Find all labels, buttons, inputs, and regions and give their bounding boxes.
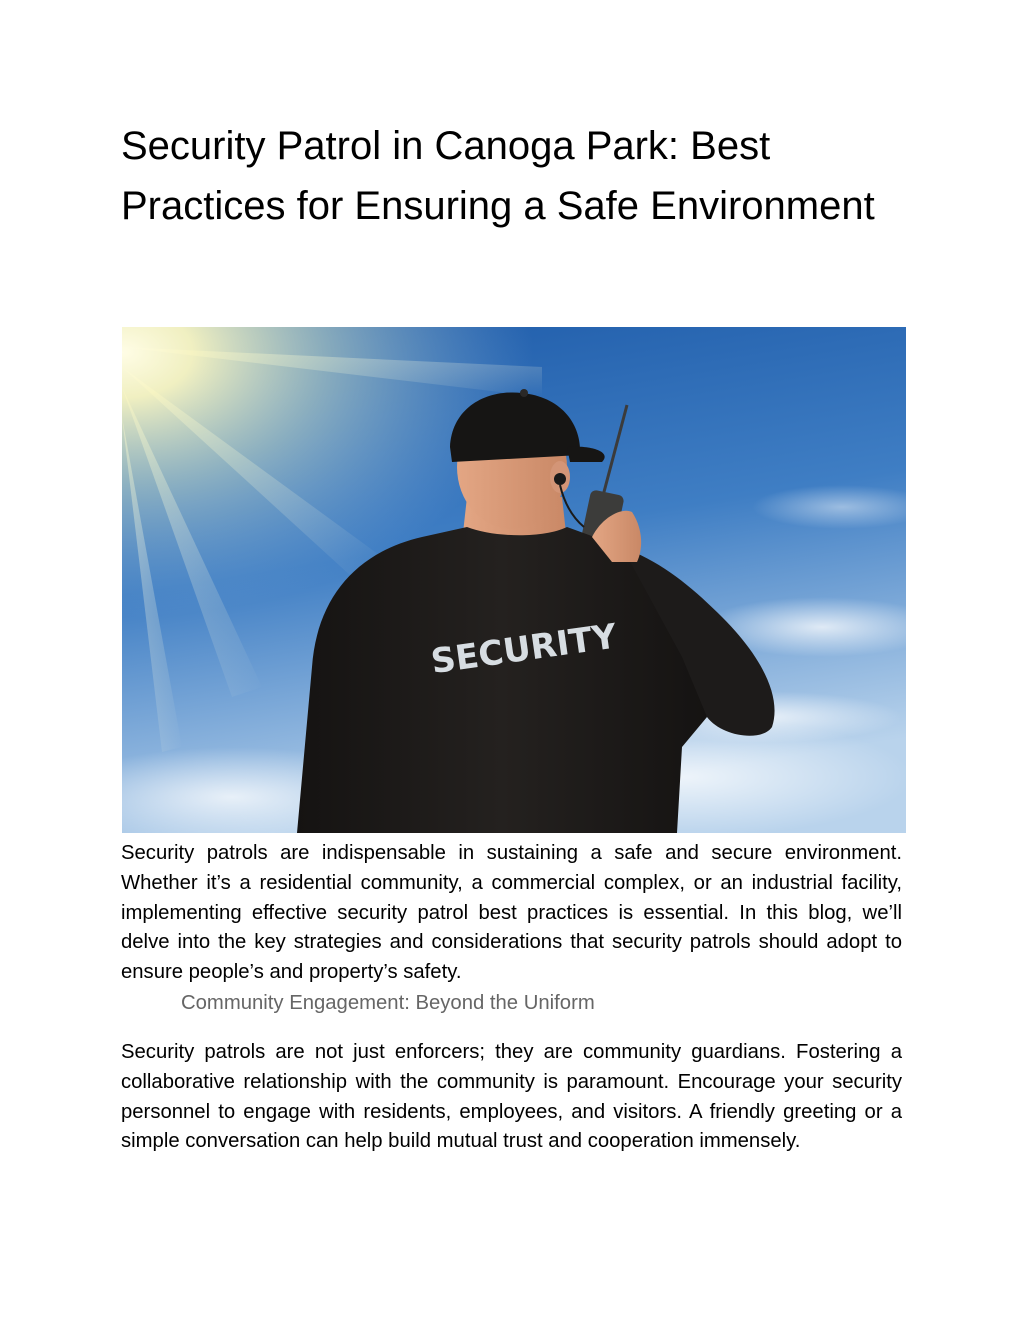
intro-paragraph: Security patrols are indispensable in sustaining a safe and secure environment. Whether it’s a residential community, a commercial complex, or an industrial facility, implementing effective security patrol best practices is essential. In this blog, we’ll delve into the key strategies and considerations that security patrols should adopt to ensure people’s and property’s safety. xyxy=(121,842,902,984)
jacket-lettering: SECURITY xyxy=(428,616,620,683)
section-heading: Community Engagement: Beyond the Uniform xyxy=(181,992,595,1014)
hero-image xyxy=(122,327,906,833)
section-paragraph: Security patrols are not just enforcers; they are community guardians. Fostering a collaborative relationship with the community is paramount. Encourage your security personnel to engage with residents, employees, and visitors. A friendly greeting or a simple conversation can help build mutual trust and cooperation immensely. xyxy=(121,1041,902,1153)
page-title: Security Patrol in Canoga Park: Best Practices for Ensuring a Safe Environment xyxy=(121,124,875,228)
